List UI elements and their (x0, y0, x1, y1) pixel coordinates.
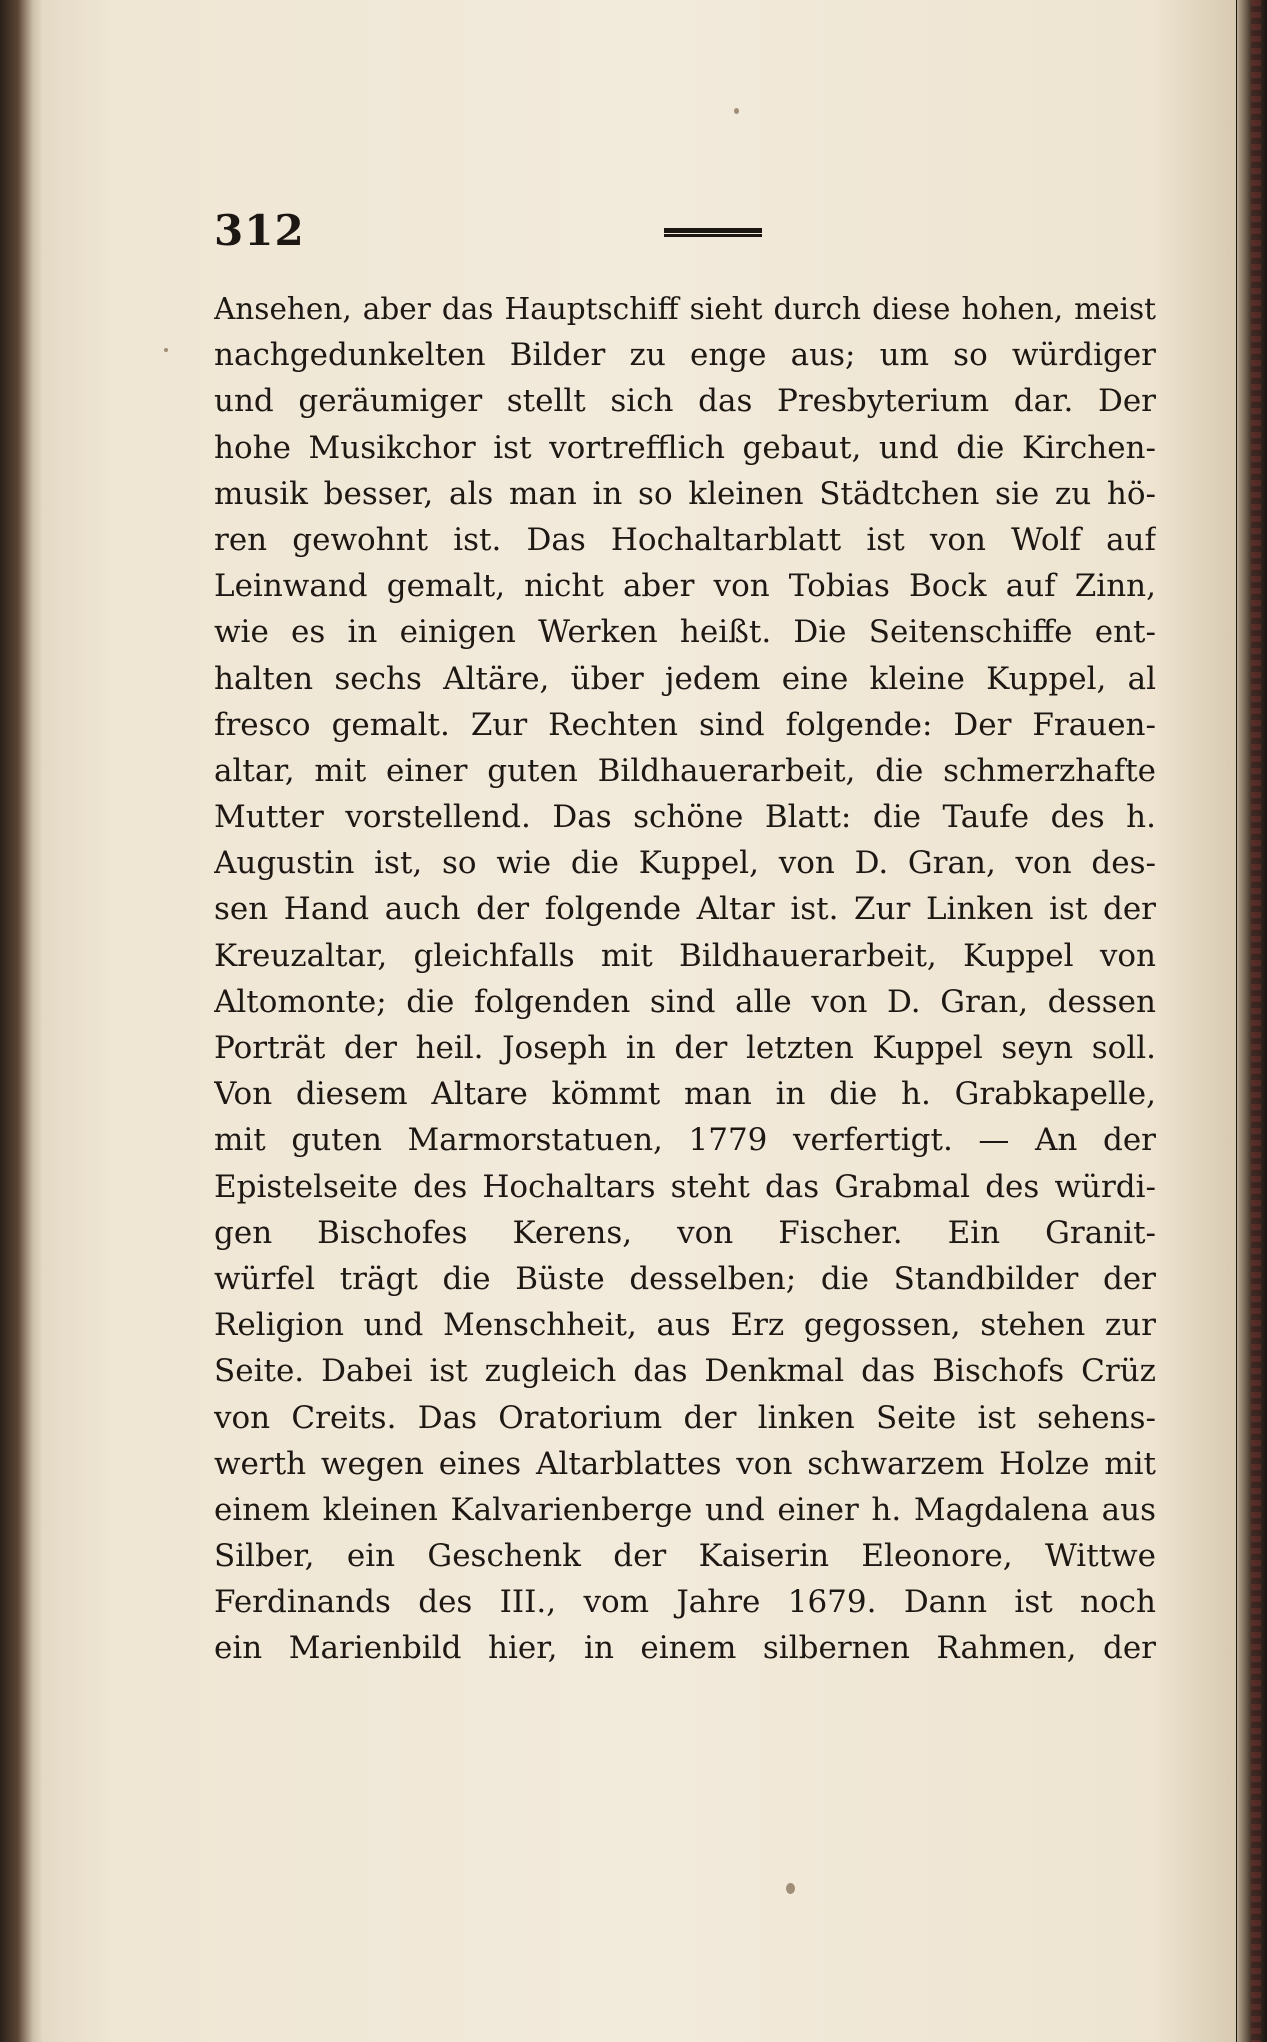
text-line: ein Marienbild hier, in einem silbernen Rahmen, der (214, 1630, 1156, 1667)
text-line: sen Hand auch der folgende Altar ist. Zur Linken ist der (214, 891, 1156, 928)
text-line: Religion und Menschheit, aus Erz gegossen, stehen zur (214, 1307, 1156, 1344)
text-line: musik besser, als man in so kleinen Städtchen sie zu hö- (214, 475, 1156, 512)
text-line: hohe Musikchor ist vortrefflich gebaut, und die Kirchen- (214, 429, 1156, 466)
paper-speck (786, 1883, 795, 1894)
text-line: Kreuzaltar, gleichfalls mit Bildhauerarbeit, Kuppel von (214, 937, 1156, 974)
book-spine-edge (0, 0, 44, 2042)
header-rule (664, 228, 762, 237)
text-line: altar, mit einer guten Bildhauerarbeit, die schmerzhafte (214, 752, 1156, 789)
text-line: Altomonte; die folgenden sind alle von D. Gran, dessen (214, 983, 1156, 1020)
text-line: würfel trägt die Büste desselben; die Standbilder der (214, 1260, 1156, 1297)
text-line: Leinwand gemalt, nicht aber von Tobias Bock auf Zinn, (214, 568, 1156, 605)
text-line: wie es in einigen Werken heißt. Die Seitenschiffe ent- (214, 614, 1156, 651)
text-line: Silber, ein Geschenk der Kaiserin Eleonore, Wittwe (214, 1538, 1156, 1575)
book-fore-edge (1237, 0, 1267, 2042)
text-line: Porträt der heil. Joseph in der letzten Kuppel seyn soll. (214, 1030, 1156, 1066)
running-head (214, 206, 1156, 266)
text-line: Ferdinands des III., vom Jahre 1679. Dann ist noch (214, 1584, 1156, 1621)
text-line: von Creits. Das Oratorium der linken Seite ist sehens- (214, 1399, 1156, 1436)
text-line: Epistelseite des Hochaltars steht das Grabmal des würdi- (214, 1168, 1156, 1205)
text-line: Augustin ist, so wie die Kuppel, von D. Gran, von des- (214, 845, 1156, 882)
text-line: mit guten Marmorstatuen, 1779 verfertigt. — An der (214, 1122, 1156, 1159)
book-cover-strip (1251, 0, 1261, 2042)
page-number: 312 (214, 206, 305, 255)
text-line: werth wegen eines Altarblattes von schwarzem Holze mit (214, 1445, 1156, 1482)
text-line: ren gewohnt ist. Das Hochaltarblatt ist von Wolf auf (214, 521, 1156, 558)
text-line: fresco gemalt. Zur Rechten sind folgende: Der Frauen- (214, 706, 1156, 743)
text-line: halten sechs Altäre, über jedem eine kleine Kuppel, al (214, 660, 1156, 697)
paper-speck (734, 108, 739, 114)
paper-speck (164, 348, 168, 352)
text-line: gen Bischofes Kerens, von Fischer. Ein Granit- (214, 1214, 1156, 1251)
text-line: Seite. Dabei ist zugleich das Denkmal das Bischofs Crüz (214, 1353, 1156, 1390)
text-line: Von diesem Altare kömmt man in die h. Grabkapelle, (214, 1076, 1156, 1113)
text-line: nachgedunkelten Bilder zu enge aus; um so würdiger (214, 337, 1156, 374)
text-line: einem kleinen Kalvarienberge und einer h. Magdalena aus (214, 1491, 1156, 1528)
text-line: Mutter vorstellend. Das schöne Blatt: die Taufe des h. (214, 799, 1156, 836)
text-line: und geräumiger stellt sich das Presbyterium dar. Der (214, 383, 1156, 420)
text-line: Ansehen, aber das Hauptschiff sieht durch diese hohen, meist (214, 292, 1156, 326)
page-body-text (214, 286, 1156, 1672)
